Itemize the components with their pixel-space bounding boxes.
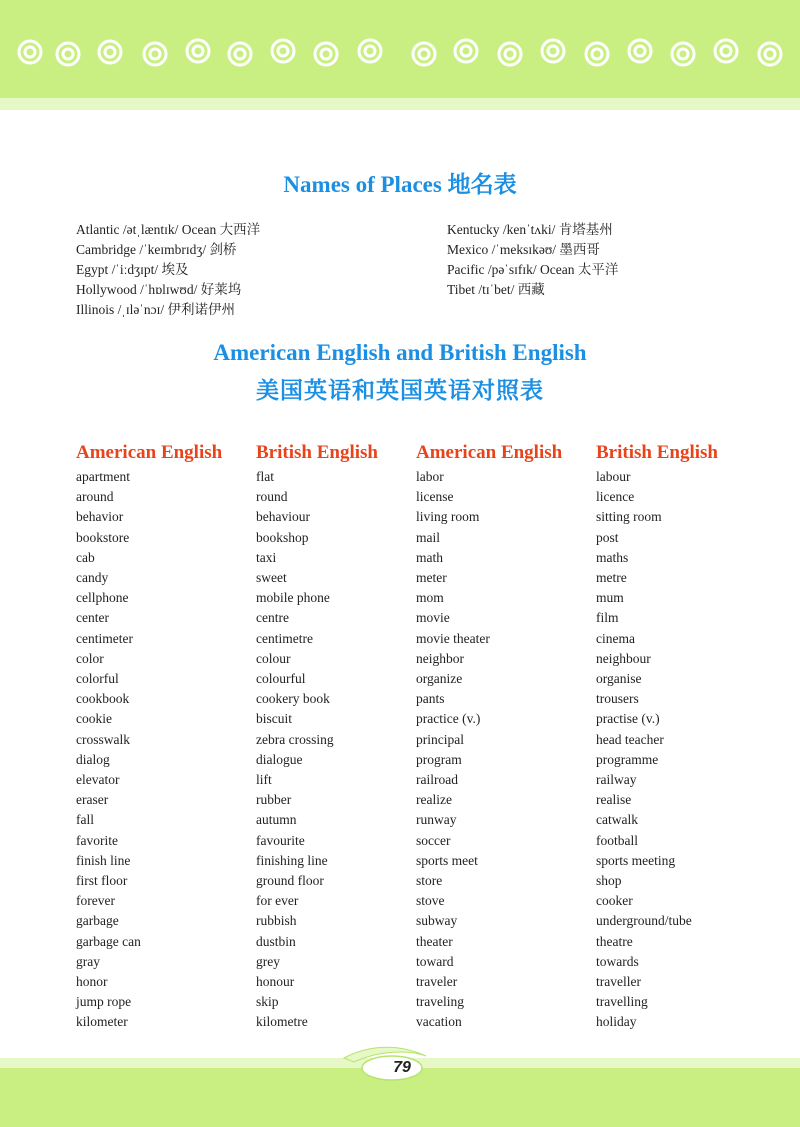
vocabulary-entry: film: [596, 610, 619, 626]
column-header: American English: [416, 442, 563, 463]
vocabulary-entry: mobile phone: [256, 590, 330, 606]
vocabulary-entry: favourite: [256, 832, 305, 848]
vocabulary-entry: practice (v.): [416, 711, 481, 727]
vocabulary-entry: neighbour: [596, 650, 651, 666]
vocabulary-entry: bookshop: [256, 529, 309, 545]
vocabulary-entry: bookstore: [76, 529, 130, 545]
vocabulary-entry: principal: [416, 731, 464, 747]
vocabulary-entry: store: [416, 873, 443, 889]
vocabulary-entry: for ever: [256, 893, 299, 909]
vocabulary-entry: theatre: [596, 933, 633, 949]
vocabulary-entry: realize: [416, 792, 452, 808]
vocabulary-entry: garbage can: [76, 933, 141, 949]
vocabulary-entry: lift: [256, 772, 272, 788]
vocabulary-entry: stove: [416, 893, 445, 909]
comparison-title-english: American English and British English: [213, 340, 587, 365]
vocabulary-entry: cookbook: [76, 691, 130, 707]
vocabulary-entry: taxi: [256, 549, 277, 565]
vocabulary-entry: practise (v.): [596, 711, 660, 727]
vocabulary-entry: metre: [596, 570, 627, 586]
vocabulary-entry: sweet: [256, 570, 287, 586]
vocabulary-entry: traveller: [596, 974, 641, 990]
vocabulary-entry: dialogue: [256, 751, 303, 767]
vocabulary-entry: math: [416, 549, 443, 565]
vocabulary-entry: cinema: [596, 630, 635, 646]
vocabulary-entry: behavior: [76, 509, 124, 525]
vocabulary-entry: biscuit: [256, 711, 292, 727]
place-entry: Egypt /ˈiːdʒɪpt/ 埃及: [76, 262, 189, 277]
vocabulary-entry: candy: [76, 570, 109, 586]
vocabulary-entry: rubbish: [256, 913, 297, 929]
vocabulary-entry: rubber: [256, 792, 292, 808]
vocabulary-entry: football: [596, 832, 638, 848]
vocabulary-entry: behaviour: [256, 509, 310, 525]
vocabulary-entry: organize: [416, 671, 463, 687]
vocabulary-entry: honour: [256, 974, 295, 990]
vocabulary-entry: shop: [596, 873, 622, 889]
vocabulary-entry: autumn: [256, 812, 297, 828]
vocabulary-entry: toward: [416, 953, 454, 969]
vocabulary-entry: centimeter: [76, 630, 133, 646]
vocabulary-entry: neighbor: [416, 650, 464, 666]
vocabulary-entry: organise: [596, 671, 642, 687]
vocabulary-entry: honor: [76, 974, 108, 990]
vocabulary-entry: apartment: [76, 469, 130, 484]
vocabulary-entry: trousers: [596, 691, 639, 707]
vocabulary-entry: traveling: [416, 994, 464, 1010]
vocabulary-entry: realise: [596, 792, 632, 808]
vocabulary-entry: holiday: [596, 1014, 637, 1030]
vocabulary-entry: crosswalk: [76, 731, 130, 747]
vocabulary-entry: center: [76, 610, 109, 626]
vocabulary-entry: jump rope: [76, 994, 132, 1010]
vocabulary-entry: mom: [416, 590, 444, 606]
american-english-column-2: [416, 441, 562, 1033]
vocabulary-entry: railroad: [416, 772, 458, 788]
vocabulary-entry: post: [596, 529, 619, 545]
vocabulary-entry: vacation: [416, 1014, 462, 1030]
vocabulary-entry: mum: [596, 590, 624, 606]
vocabulary-entry: runway: [416, 812, 457, 828]
vocabulary-entry: towards: [596, 953, 639, 969]
vocabulary-entry: mail: [416, 529, 440, 545]
british-english-column-2: [596, 441, 718, 1033]
vocabulary-entry: cookery book: [256, 691, 330, 707]
vocabulary-entry: catwalk: [596, 812, 638, 828]
vocabulary-entry: kilometre: [256, 1014, 308, 1030]
vocabulary-entry: finishing line: [256, 852, 328, 868]
vocabulary-entry: garbage: [76, 913, 119, 929]
vocabulary-entry: fall: [76, 812, 94, 828]
vocabulary-entry: program: [416, 751, 462, 767]
vocabulary-entry: kilometer: [76, 1014, 128, 1030]
vocabulary-entry: pants: [416, 691, 445, 707]
vocabulary-entry: finish line: [76, 852, 131, 868]
vocabulary-entry: labour: [596, 469, 631, 484]
vocabulary-entry: flat: [256, 469, 274, 484]
vocabulary-entry: labor: [416, 469, 444, 484]
places-list-right: [447, 220, 618, 300]
place-entry: Kentucky /kenˈtʌki/ 肯塔基州: [447, 222, 613, 237]
page-number: 79: [393, 1059, 411, 1076]
vocabulary-entry: cab: [76, 549, 95, 565]
vocabulary-entry: eraser: [76, 792, 109, 808]
vocabulary-entry: subway: [416, 913, 458, 929]
vocabulary-entry: underground/tube: [596, 913, 692, 929]
vocabulary-entry: colourful: [256, 671, 306, 687]
vocabulary-entry: colour: [256, 650, 291, 666]
vocabulary-entry: maths: [596, 549, 629, 565]
vocabulary-entry: grey: [256, 953, 280, 969]
vocabulary-entry: centre: [256, 610, 289, 626]
vocabulary-entry: favorite: [76, 832, 118, 848]
vocabulary-entry: centimetre: [256, 630, 313, 646]
vocabulary-entry: round: [256, 489, 288, 505]
vocabulary-entry: meter: [416, 570, 447, 586]
vocabulary-entry: railway: [596, 772, 637, 788]
vocabulary-entry: theater: [416, 933, 453, 949]
vocabulary-entry: skip: [256, 994, 279, 1010]
place-entry: Cambridge /ˈkeɪmbrɪdʒ/ 剑桥: [76, 242, 237, 257]
column-header: American English: [76, 442, 223, 463]
places-list-left: [76, 220, 260, 320]
vocabulary-entry: ground floor: [256, 873, 324, 889]
british-english-column-1: [256, 441, 378, 1033]
vocabulary-entry: cooker: [596, 893, 633, 909]
vocabulary-entry: sports meeting: [596, 852, 676, 868]
comparison-title-chinese: 美国英语和英国英语对照表: [256, 378, 544, 404]
vocabulary-entry: cellphone: [76, 590, 129, 606]
vocabulary-entry: sitting room: [596, 509, 662, 525]
place-entry: Atlantic /ətˌlæntɪk/ Ocean 大西洋: [76, 222, 261, 237]
vocabulary-entry: cookie: [76, 711, 112, 727]
vocabulary-entry: license: [416, 489, 454, 505]
vocabulary-entry: zebra crossing: [256, 731, 334, 747]
vocabulary-entry: movie theater: [416, 630, 490, 646]
column-header: British English: [596, 442, 718, 463]
vocabulary-entry: soccer: [416, 832, 451, 848]
vocabulary-entry: head teacher: [596, 731, 664, 747]
vocabulary-entry: sports meet: [416, 852, 478, 868]
binding-rings-decoration: [0, 0, 800, 110]
vocabulary-entry: forever: [76, 893, 115, 909]
place-entry: Hollywood /ˈhɒlɪwʊd/ 好莱坞: [76, 282, 242, 297]
place-entry: Mexico /ˈmeksɪkəʊ/ 墨西哥: [447, 242, 600, 257]
vocabulary-entry: color: [76, 650, 104, 666]
vocabulary-entry: around: [76, 489, 114, 505]
vocabulary-entry: elevator: [76, 772, 120, 788]
place-entry: Tibet /tɪˈbet/ 西藏: [447, 282, 545, 297]
places-title: Names of Places 地名表: [283, 172, 517, 197]
vocabulary-entry: first floor: [76, 873, 128, 889]
american-english-column-1: [76, 441, 222, 1033]
vocabulary-entry: living room: [416, 509, 480, 525]
vocabulary-entry: dialog: [76, 751, 110, 767]
vocabulary-entry: licence: [596, 489, 635, 505]
vocabulary-entry: gray: [76, 953, 100, 969]
vocabulary-entry: traveler: [416, 974, 458, 990]
column-header: British English: [256, 442, 378, 463]
place-entry: Pacific /pəˈsɪfɪk/ Ocean 太平洋: [447, 262, 619, 277]
place-entry: Illinois /ˌɪləˈnɔɪ/ 伊利诺伊州: [76, 302, 235, 317]
vocabulary-entry: movie: [416, 610, 450, 626]
vocabulary-entry: colorful: [76, 671, 119, 687]
vocabulary-entry: dustbin: [256, 933, 296, 949]
vocabulary-entry: programme: [596, 751, 659, 767]
vocabulary-entry: travelling: [596, 994, 648, 1010]
